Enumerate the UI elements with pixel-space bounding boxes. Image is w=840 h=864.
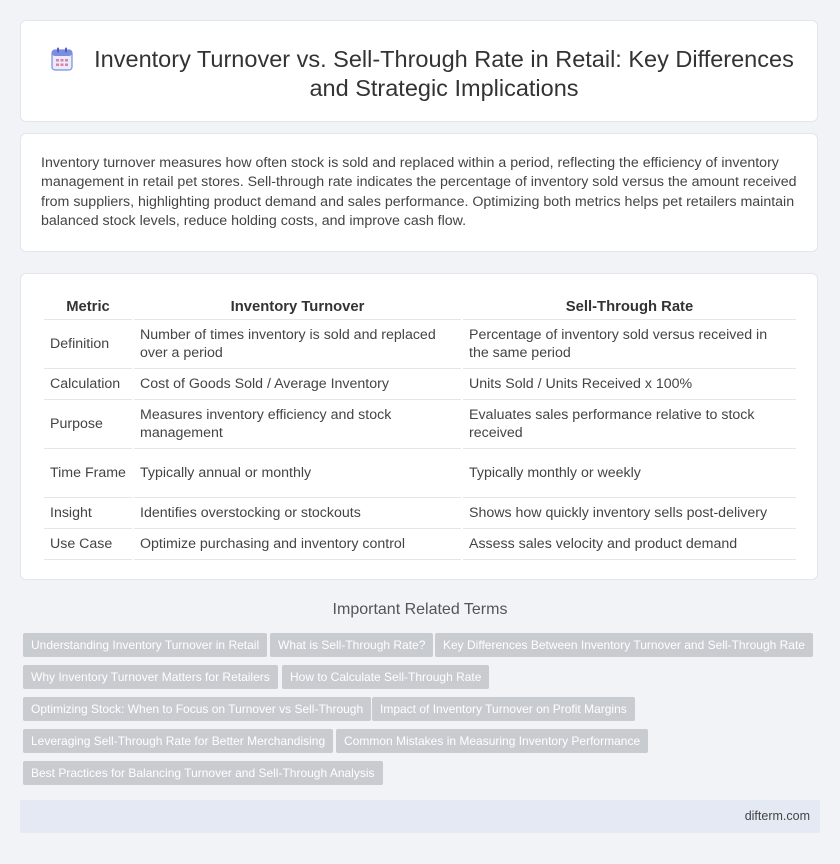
row-metric: Use Case	[44, 529, 132, 560]
comparison-table	[42, 293, 798, 560]
related-term-tag[interactable]: What is Sell-Through Rate?	[270, 633, 433, 657]
table-row	[44, 400, 796, 449]
row-inventory-turnover: Measures inventory efficiency and stock management	[134, 400, 461, 449]
row-sell-through-rate: Percentage of inventory sold versus received in the same period	[463, 320, 796, 369]
related-term-tag[interactable]: Best Practices for Balancing Turnover and Sell-Through Analysis	[23, 761, 383, 785]
table-row	[44, 369, 796, 400]
row-sell-through-rate: Typically monthly or weekly	[463, 449, 796, 498]
row-inventory-turnover: Number of times inventory is sold and replaced over a period	[134, 320, 461, 369]
row-metric: Definition	[44, 320, 132, 369]
footer	[20, 800, 820, 833]
related-terms-title: Important Related Terms	[332, 601, 508, 618]
header-inventory-turnover: Inventory Turnover	[134, 293, 461, 320]
row-sell-through-rate: Units Sold / Units Received x 100%	[463, 369, 796, 400]
row-metric: Insight	[44, 498, 132, 529]
row-metric: Time Frame	[44, 449, 132, 498]
intro-paragraph: Inventory turnover measures how often stock is sold and replaced within a period, reflecting the efficiency of inventory management in retail pet stores. Sell-through rate indicates the percentage of inventory sold versus the amount received from suppliers, highlighting product demand and sales performance. Optimizing both metrics helps pet retailers maintain balanced stock levels, reduce holding costs, and improve cash flow.	[41, 155, 797, 229]
row-metric: Purpose	[44, 400, 132, 449]
related-term-tag[interactable]: How to Calculate Sell-Through Rate	[282, 665, 489, 689]
row-inventory-turnover: Cost of Goods Sold / Average Inventory	[134, 369, 461, 400]
related-term-tag[interactable]: Common Mistakes in Measuring Inventory Performance	[336, 729, 648, 753]
calendar-icon	[51, 47, 73, 76]
header-sell-through-rate: Sell-Through Rate	[463, 293, 796, 320]
related-term-tag[interactable]: Leveraging Sell-Through Rate for Better Merchandising	[23, 729, 333, 753]
table-header-row	[44, 293, 796, 320]
row-inventory-turnover: Typically annual or monthly	[134, 449, 461, 498]
table-row	[44, 498, 796, 529]
footer-site-link[interactable]: difterm.com	[744, 809, 810, 823]
row-inventory-turnover: Identifies overstocking or stockouts	[134, 498, 461, 529]
related-term-tag[interactable]: Key Differences Between Inventory Turnover and Sell-Through Rate	[435, 633, 813, 657]
title-card	[20, 20, 818, 122]
table-row	[44, 320, 796, 369]
row-sell-through-rate: Shows how quickly inventory sells post-delivery	[463, 498, 796, 529]
row-sell-through-rate: Assess sales velocity and product demand	[463, 529, 796, 560]
related-term-tag[interactable]: Optimizing Stock: When to Focus on Turnover vs Sell-Through	[23, 697, 371, 721]
table-row	[44, 449, 796, 498]
table-row	[44, 529, 796, 560]
header-metric: Metric	[44, 293, 132, 320]
comparison-table-card	[20, 273, 818, 580]
related-term-tag[interactable]: Understanding Inventory Turnover in Retail	[23, 633, 267, 657]
intro-card	[20, 133, 818, 252]
row-metric: Calculation	[44, 369, 132, 400]
row-sell-through-rate: Evaluates sales performance relative to stock received	[463, 400, 796, 449]
page-title: Inventory Turnover vs. Sell-Through Rate in Retail: Key Differences and Strategic Implications	[94, 46, 794, 101]
row-inventory-turnover: Optimize purchasing and inventory control	[134, 529, 461, 560]
related-term-tag[interactable]: Why Inventory Turnover Matters for Retailers	[23, 665, 278, 689]
related-term-tag[interactable]: Impact of Inventory Turnover on Profit Margins	[372, 697, 635, 721]
